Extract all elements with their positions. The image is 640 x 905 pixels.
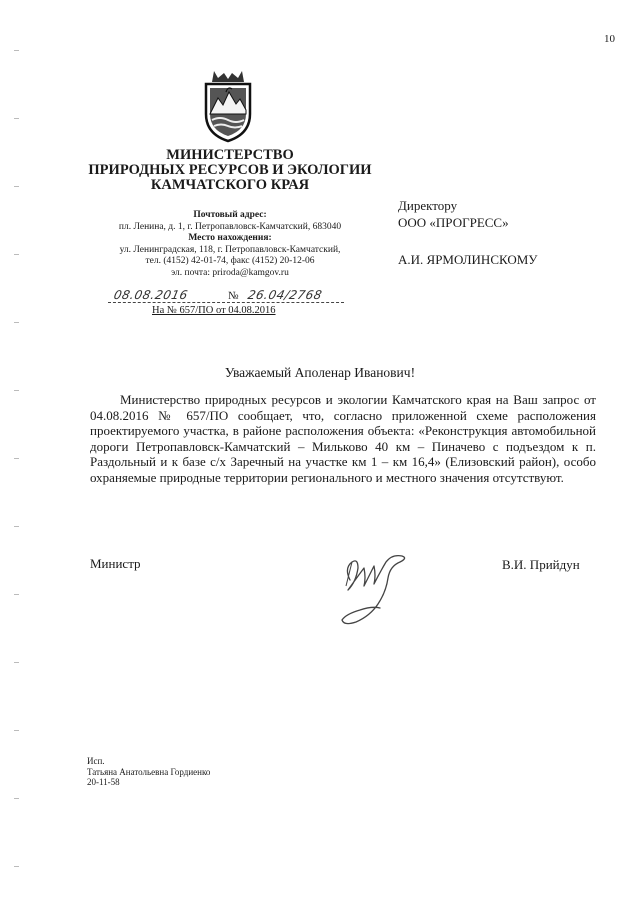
greeting: Уважаемый Аполенар Иванович! <box>224 365 416 380</box>
ministry-title <box>60 148 400 193</box>
reference-number: На № 657/ПО от 04.08.2016 <box>152 305 276 316</box>
recipient-block <box>398 197 538 268</box>
registration-date: 08.08.2016 <box>112 288 190 302</box>
margin-tick <box>14 254 19 255</box>
signer-title: Министр <box>90 556 141 571</box>
letter-body <box>90 392 596 486</box>
body-paragraph: Министерство природных ресурсов и экологии Камчатского края на Ваш запрос от 04.08.2016 № 657/ПО сообщает, что, согласно приложенной схеме расположения проектируемого участка, в районе расположения объекта: «Реконструкция автомобильной дороги Петропавловск-Камчатский – Мильково 40 км – Пиначево с подъездом к п. Раздольный и к базе с/х Заречный на участке км 1 – км 16,4» (Елизовский район), особо охраняемые природные территории регионального и местного значения отсутствуют. <box>90 392 596 485</box>
margin-tick <box>14 662 19 663</box>
executor-phone: 20-11-58 <box>87 777 120 787</box>
recipient-organization: ООО «ПРОГРЕСС» <box>398 215 509 230</box>
executor-block <box>87 756 210 788</box>
margin-tick <box>14 730 19 731</box>
recipient-position: Директору <box>398 198 458 213</box>
margin-tick <box>14 186 19 187</box>
ministry-title-line: ПРИРОДНЫХ РЕСУРСОВ И ЭКОЛОГИИ <box>88 162 372 178</box>
ministry-contacts <box>60 210 400 279</box>
location-label: Место нахождения: <box>188 233 272 243</box>
executor-label: Исп. <box>87 756 105 766</box>
location-address: ул. Ленинградская, 118, г. Петропавловск-Камчатский, <box>119 244 341 255</box>
margin-tick <box>14 50 19 51</box>
margin-tick <box>14 866 19 867</box>
phone-fax: тел. (4152) 42-01-74, факс (4152) 20-12-06 <box>145 256 315 266</box>
handwritten-signature <box>328 548 418 632</box>
recipient-name: А.И. ЯРМОЛИНСКОМУ <box>398 252 538 267</box>
ministry-title-line: КАМЧАТСКОГО КРАЯ <box>150 177 310 193</box>
margin-tick <box>14 458 19 459</box>
margin-tick <box>14 322 19 323</box>
registration-block <box>108 288 348 316</box>
registration-number: 26.04/2768 <box>246 288 324 302</box>
registration-underline <box>108 302 344 303</box>
margin-tick <box>14 594 19 595</box>
margin-tick <box>14 798 19 799</box>
kamchatka-emblem-icon <box>198 68 258 144</box>
postal-address-label: Почтовый адрес: <box>193 210 267 220</box>
postal-address: пл. Ленина, д. 1, г. Петропавловск-Камчатский, 683040 <box>118 221 342 232</box>
margin-tick <box>14 390 19 391</box>
signer-name: В.И. Прийдун <box>502 557 580 572</box>
email: эл. почта: priroda@kamgov.ru <box>171 267 289 278</box>
page-number: 10 <box>604 33 615 45</box>
registration-number-label: № <box>228 290 239 302</box>
executor-name: Татьяна Анатольевна Гордиенко <box>87 766 211 777</box>
margin-tick <box>14 118 19 119</box>
ministry-title-line: МИНИСТЕРСТВО <box>166 147 294 163</box>
margin-tick <box>14 526 19 527</box>
